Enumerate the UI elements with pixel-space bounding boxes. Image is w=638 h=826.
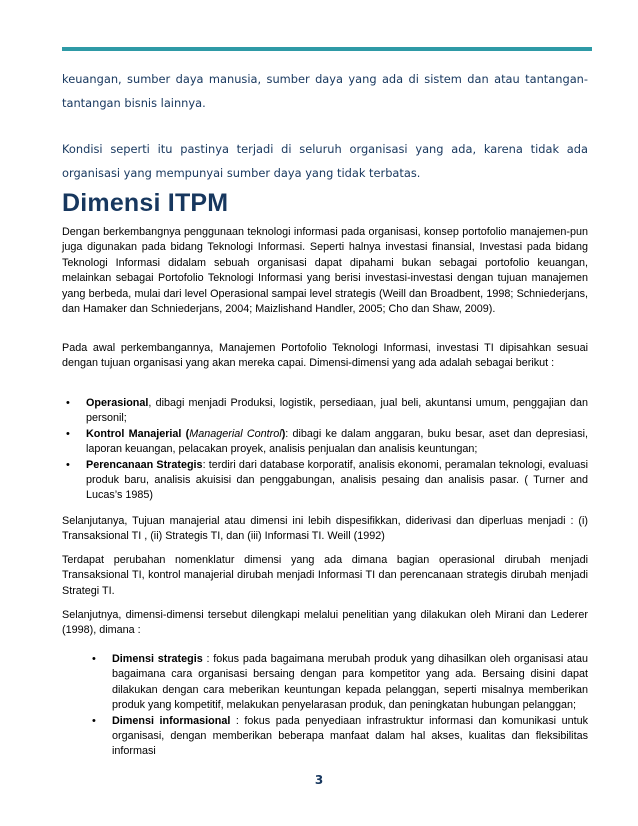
bullet-icon: • — [66, 427, 70, 440]
list-item-kontrol-manajerial — [62, 427, 588, 458]
term: Operasional — [86, 397, 149, 409]
paragraph-specification: Selanjutanya, Tujuan manajerial atau dimensi ini lebih dispesifikkan, diderivasi dan diperluas menjadi : (i) Transaksional TI , (ii) Strategis TI, dan (iii) Informasi TI. Weill (1992) — [62, 515, 588, 543]
term-description: : fokus pada penyediaan infrastruktur informasi dan komunikasi untuk organisasi, dengan memberikan beberapa manfaat dalam hal akses, kualitas dan fleksibilitas informasi — [112, 714, 588, 758]
list-item-dimensi-strategis — [86, 652, 588, 714]
list-item-perencanaan-strategis — [62, 458, 588, 504]
paragraph-mirani-lederer: Selanjutnya, dimensi-dimensi tersebut dilengkapi melalui penelitian yang dilakukan oleh Mirani dan Lederer (1998), dimana : — [62, 609, 588, 637]
term-description: : dibagi ke dalam anggaran, buku besar, aset dan depresiasi, laporan keuangan, pelacakan proyek, analisis penjualan dan analisis keuntungan; — [86, 427, 588, 456]
paragraph-early-development: Pada awal perkembangannya, Manajemen Portofolio Teknologi Informasi, investasi TI dipisahkan sesuai dengan tujuan organisasi yang akan mereka capai. Dimensi-dimensi yang ada adalah sebagai berikut : — [62, 342, 588, 370]
bullet-icon: • — [66, 397, 70, 409]
term: Dimensi informasional — [112, 714, 231, 727]
term: Kontrol Manajerial (Managerial Control) — [86, 427, 286, 440]
intro-paragraph-1: keuangan, sumber daya manusia, sumber daya yang ada di sistem dan atau tantangan-tantangan bisnis lainnya. — [62, 72, 588, 110]
header-rule — [62, 47, 592, 51]
list-item-operasional — [62, 396, 588, 427]
bullet-icon: • — [92, 714, 96, 727]
dimension-list-2 — [86, 652, 588, 760]
section-heading: Dimensi ITPM — [62, 189, 229, 217]
intro-paragraph-2: Kondisi seperti itu pastinya terjadi di seluruh organisasi yang ada, karena tidak ada organisasi yang mempunyai sumber daya yang tidak terbatas. — [62, 142, 588, 180]
term-description: : terdiri dari database korporatif, analisis ekonomi, peramalan teknologi, evaluasi produk baru, analisis akuisisi dan penggabungan, analisis pesaing dan analisis pasar. ( Turner and Lucas’s 1985) — [86, 458, 588, 502]
dimension-list-1 — [62, 396, 588, 504]
term: Perencanaan Strategis — [86, 458, 203, 471]
term-description: : fokus pada bagaimana merubah produk yang dihasilkan oleh organisasi atau bagaimana cara organisasi bersaing dengan para kompetitor yang ada. Bersaing disini dapat dilakukan dengan cara meberikan keuntungan kepada pelanggan, seperti misalnya memberikan produk yang kompetitif, melakukan penyelarasan produk, dan peningkatan hubungan pelanggan; — [112, 653, 588, 712]
bullet-icon: • — [92, 653, 96, 665]
list-item-dimensi-informasional — [86, 714, 588, 760]
page-number: 3 — [314, 773, 324, 787]
term: Dimensi strategis — [112, 653, 203, 665]
paragraph-nomenclature: Terdapat perubahan nomenklatur dimensi yang ada dimana bagian operasional dirubah menjadi Transaksional TI, kontrol manajerial dirubah menjadi Informasi TI dan perencanaan strategis dirubah menjadi Strategi TI. — [62, 554, 588, 597]
paragraph-portfolio: Dengan berkembangnya penggunaan teknologi informasi pada organisasi, konsep portofolio manajemen-pun juga digunakan pada bidang Teknologi Informasi. Seperti halnya investasi finansial, Investasi pada bidang Teknologi Informasi didalam sebuah organisasi dapat dipahami bukan sebagai portofolio keuangan, melainkan sebagai Portofolio Teknologi Informasi yang berisi investasi-investasi dengan tujuan manajemen yang berbeda, mulai dari level Operasional sampai level strategis (Weill dan Broadbent, 1998; Schniederjans, dan Hamaker dan Schniederjans, 2004; Maizlishand Handler, 2005; Cho dan Shaw, 2009). — [62, 226, 588, 316]
term-description: , dibagi menjadi Produksi, logistik, persediaan, jual beli, akuntansi umum, penggajian dan personil; — [86, 397, 588, 425]
bullet-icon: • — [66, 458, 70, 471]
